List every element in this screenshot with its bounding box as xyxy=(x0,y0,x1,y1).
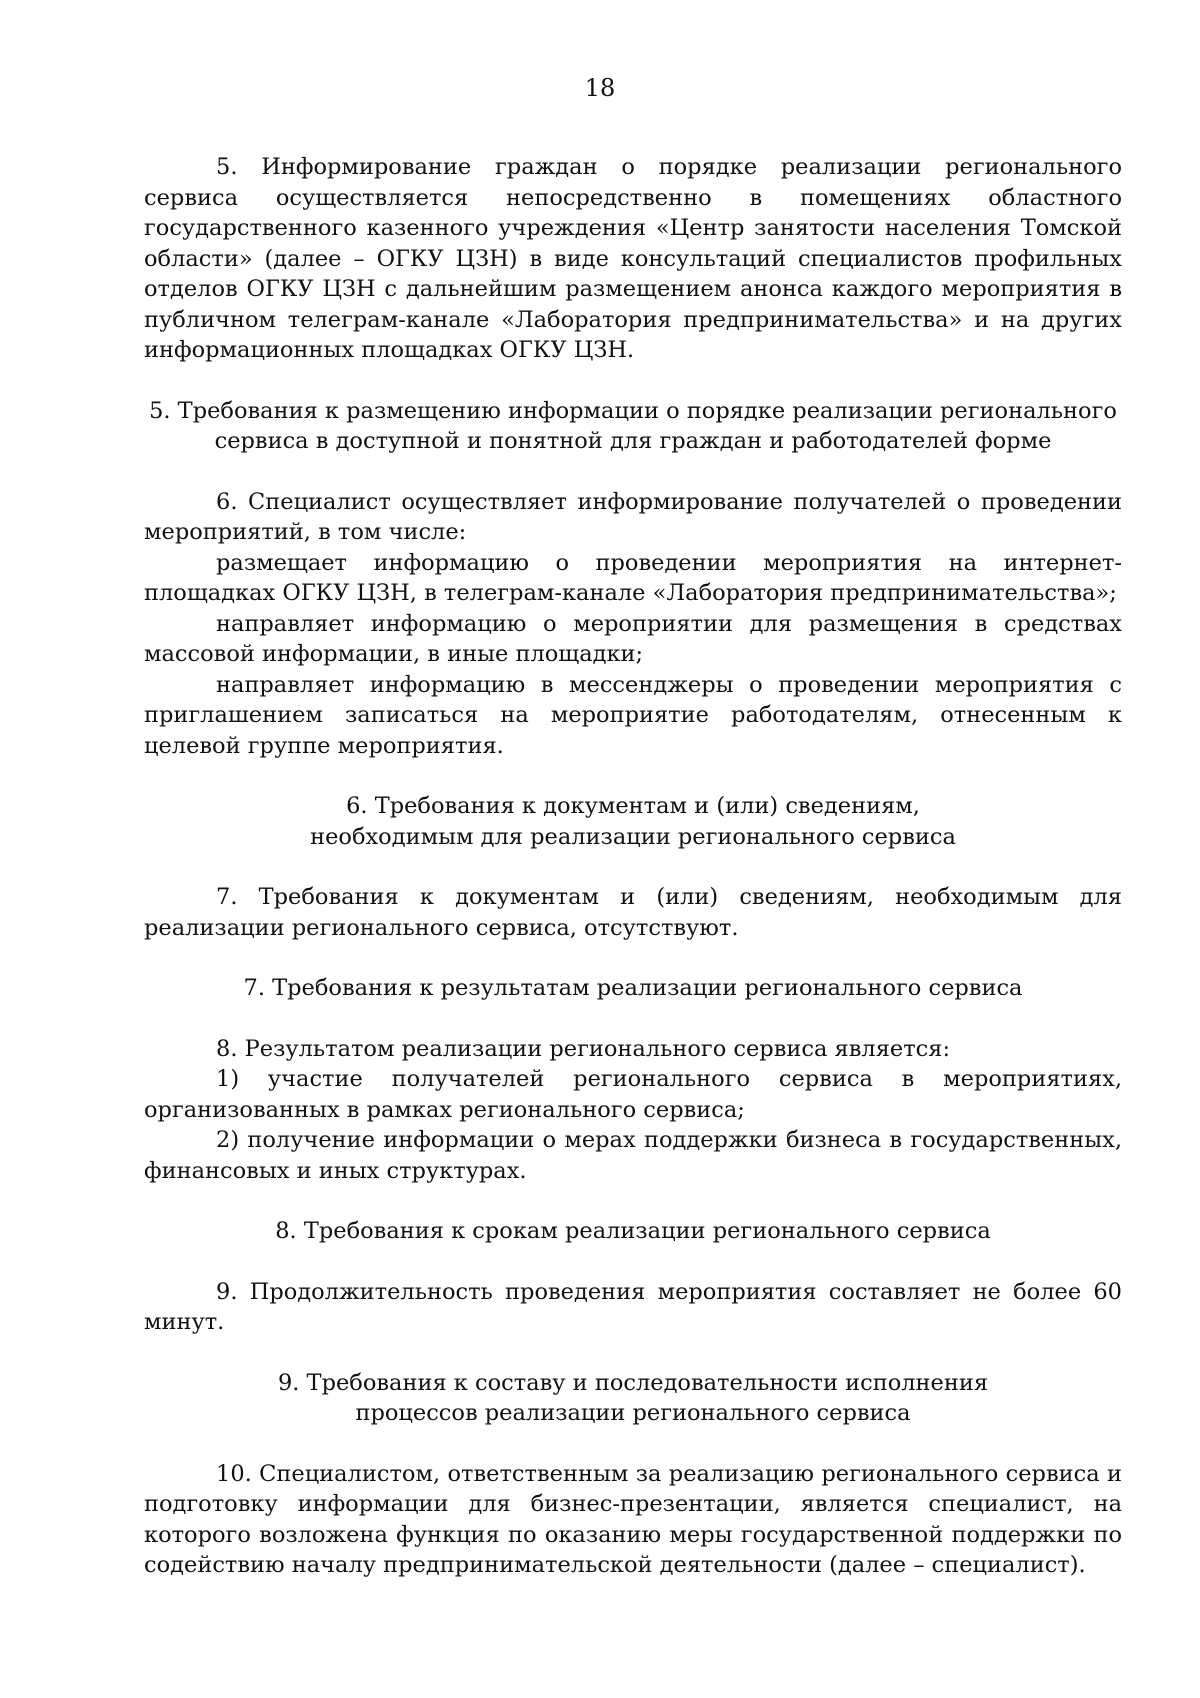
heading-line: необходимым для реализации регионального сервиса xyxy=(310,823,956,850)
page-number: 18 xyxy=(584,74,616,102)
heading-line: сервиса в доступной и понятной для граждан и работодателей форме xyxy=(214,428,1052,454)
paragraph-item-6-sub-3: направляет информацию в мессенджеры о проведении мероприятия с приглашением записаться на мероприятие работодателям, отнесенным к целевой группе мероприятия. xyxy=(144,671,1122,759)
paragraph-item-9: 9. Продолжительность проведения мероприятия составляет не более 60 минут. xyxy=(144,1278,1122,1335)
document-body xyxy=(144,152,1122,1581)
heading-line: 5. Требования к размещению информации о порядке реализации регионального xyxy=(149,397,1117,424)
heading-line: процессов реализации регионального сервиса xyxy=(355,1400,911,1426)
section-heading-6 xyxy=(144,791,1122,852)
section-heading-7 xyxy=(144,973,1122,1004)
paragraph-item-6: 6. Специалист осуществляет информирование получателей о проведении мероприятий, в том числе: xyxy=(144,488,1122,545)
section-heading-8 xyxy=(144,1216,1122,1247)
paragraph-item-10: 10. Специалистом, ответственным за реализацию регионального сервиса и подготовку информации для бизнес-презентации, является специалист, на которого возложена функция по оказанию меры государственной поддержки по содействию началу предпринимательской деятельности (далее – специалист). xyxy=(144,1460,1122,1578)
section-heading-9 xyxy=(144,1368,1122,1429)
heading-line: 8. Требования к срокам реализации регионального сервиса xyxy=(275,1218,991,1244)
heading-line: 9. Требования к составу и последовательности исполнения xyxy=(277,1369,989,1396)
heading-line: 6. Требования к документам и (или) сведениям, xyxy=(346,793,920,819)
section-heading-5 xyxy=(144,396,1122,457)
paragraph-item-8-sub-2: 2) получение информации о мерах поддержки бизнеса в государственных, финансовых и иных структурах. xyxy=(144,1127,1122,1184)
paragraph-item-6-sub-2: направляет информацию о мероприятии для размещения в средствах массовой информации, в иные площадки; xyxy=(144,610,1122,667)
heading-line: 7. Требования к результатам реализации регионального сервиса xyxy=(243,975,1023,1001)
paragraph-item-7: 7. Требования к документам и (или) сведениям, необходимым для реализации регионального сервиса, отсутствуют. xyxy=(144,884,1122,941)
paragraph-item-8: 8. Результатом реализации регионального сервиса является: xyxy=(216,1035,951,1062)
paragraph-item-8-sub-1: 1) участие получателей регионального сервиса в мероприятиях, организованных в рамках регионального сервиса; xyxy=(144,1066,1122,1123)
paragraph-item-5: 5. Информирование граждан о порядке реализации регионального сервиса осуществляется непосредственно в помещениях областного государственного казенного учреждения «Центр занятости населения Томской области» (далее – ОГКУ ЦЗН) в виде консультаций специалистов профильных отделов ОГКУ ЦЗН с дальнейшим размещением анонса каждого мероприятия в публичном телеграм-канале «Лаборатория предпринимательства» и на других информационных площадках ОГКУ ЦЗН. xyxy=(144,154,1122,363)
paragraph-item-6-sub-1: размещает информацию о проведении мероприятия на интернет-площадках ОГКУ ЦЗН, в телеграм-канале «Лаборатория предпринимательства»; xyxy=(144,549,1122,606)
